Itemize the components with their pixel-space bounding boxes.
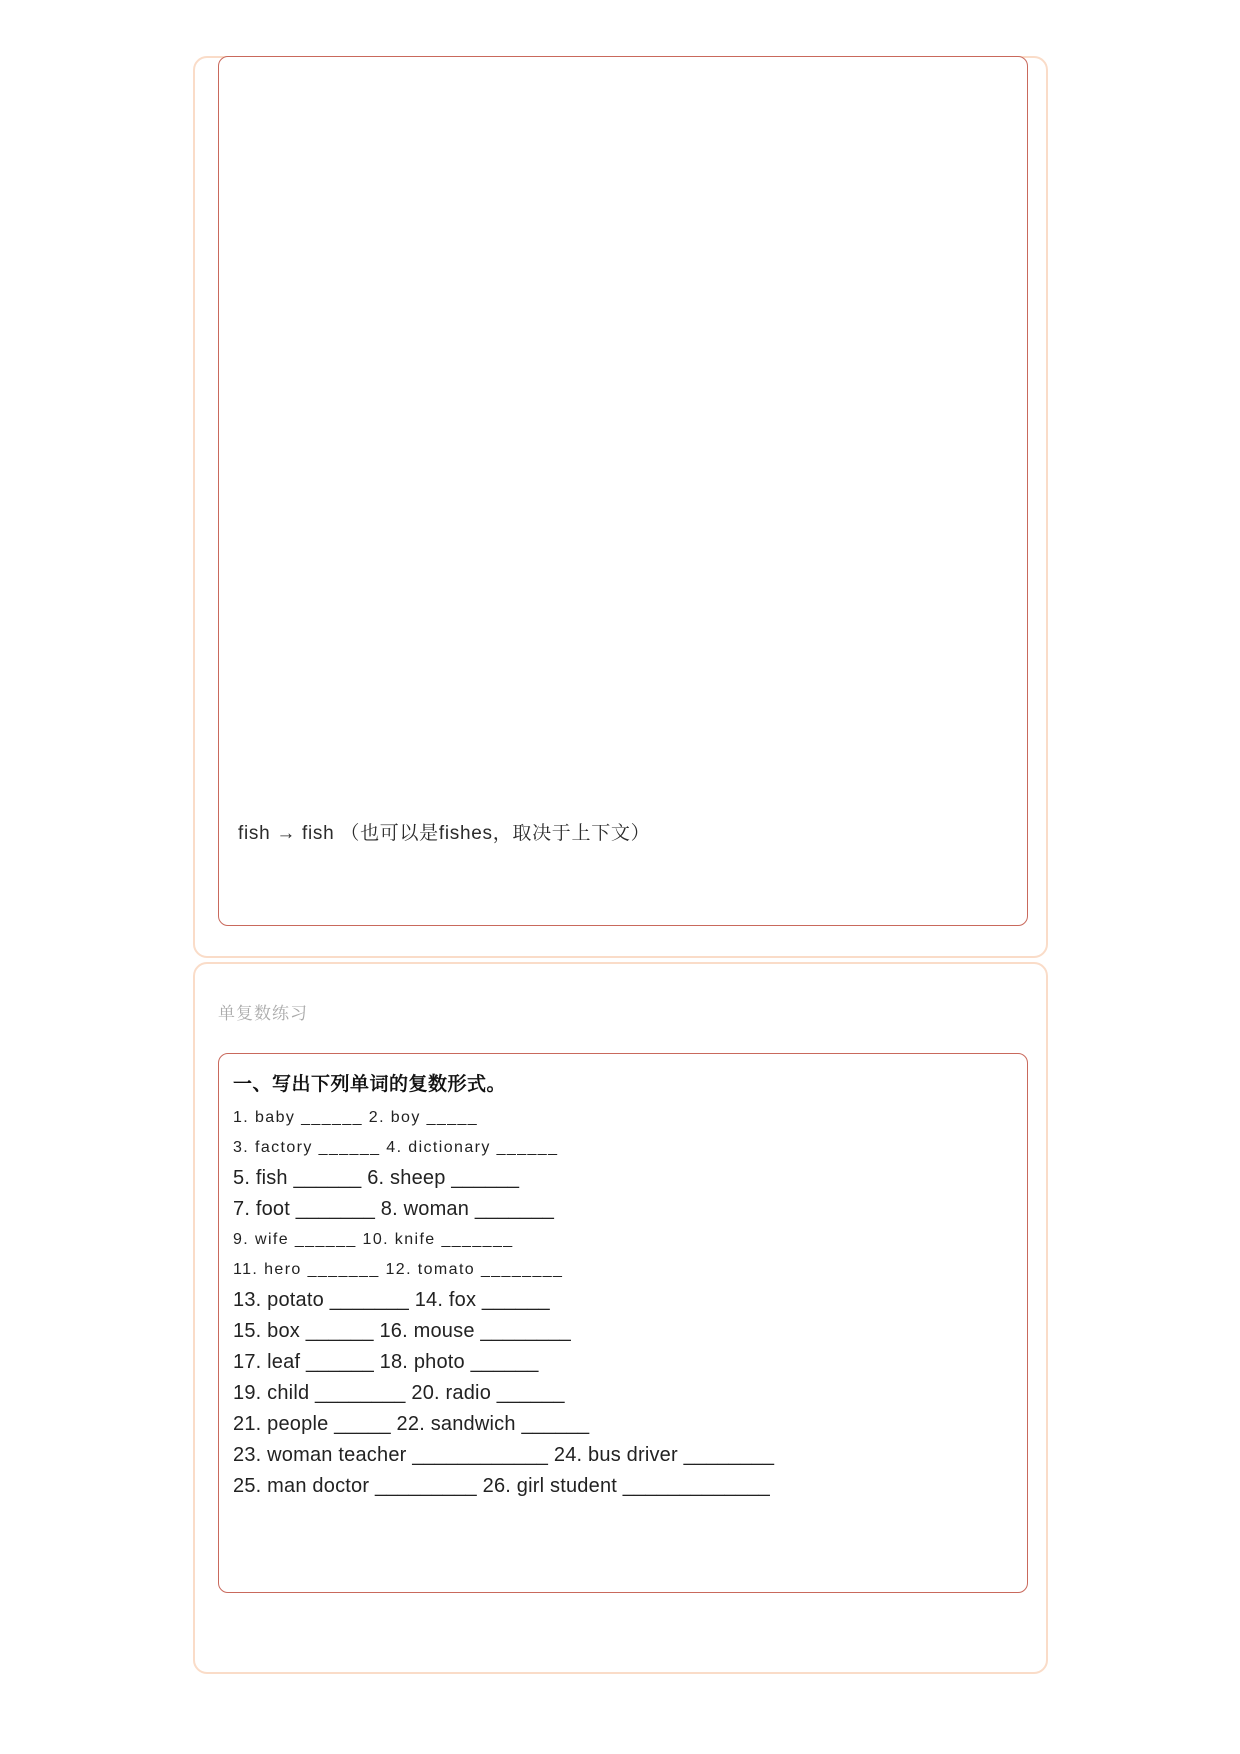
exercise-line: 23. woman teacher ____________ 24. bus driver ________	[233, 1444, 775, 1466]
card-two-label: 单复数练习	[218, 1004, 308, 1023]
exercise-inner-box	[218, 1053, 1028, 1593]
exercise-line: 11. hero _______ 12. tomato ________	[233, 1261, 564, 1278]
exercise-line: 13. potato _______ 14. fox ______	[233, 1289, 550, 1311]
exercise-title: 一、写出下列单词的复数形式。	[233, 1074, 507, 1095]
content-card-two	[193, 962, 1048, 1674]
exercise-body	[233, 1070, 1017, 1502]
exercise-line: 9. wife ______ 10. knife _______	[233, 1231, 514, 1248]
exercise-line: 25. man doctor _________ 26. girl student _____________	[233, 1475, 770, 1497]
fish-plural-note: fish → fish （也可以是fishes，取决于上下文）	[238, 823, 651, 844]
exercise-line: 19. child ________ 20. radio ______	[233, 1382, 565, 1404]
exercise-line: 5. fish ______ 6. sheep ______	[233, 1167, 520, 1189]
exercise-line: 1. baby ______ 2. boy _____	[233, 1109, 479, 1126]
exercise-line: 17. leaf ______ 18. photo ______	[233, 1351, 539, 1373]
content-inner-box-one	[218, 56, 1028, 926]
exercise-line: 15. box ______ 16. mouse ________	[233, 1320, 571, 1342]
content-card-one	[193, 56, 1048, 958]
exercise-line: 7. foot _______ 8. woman _______	[233, 1198, 555, 1220]
exercise-line: 3. factory ______ 4. dictionary ______	[233, 1139, 559, 1156]
exercise-line: 21. people _____ 22. sandwich ______	[233, 1413, 590, 1435]
